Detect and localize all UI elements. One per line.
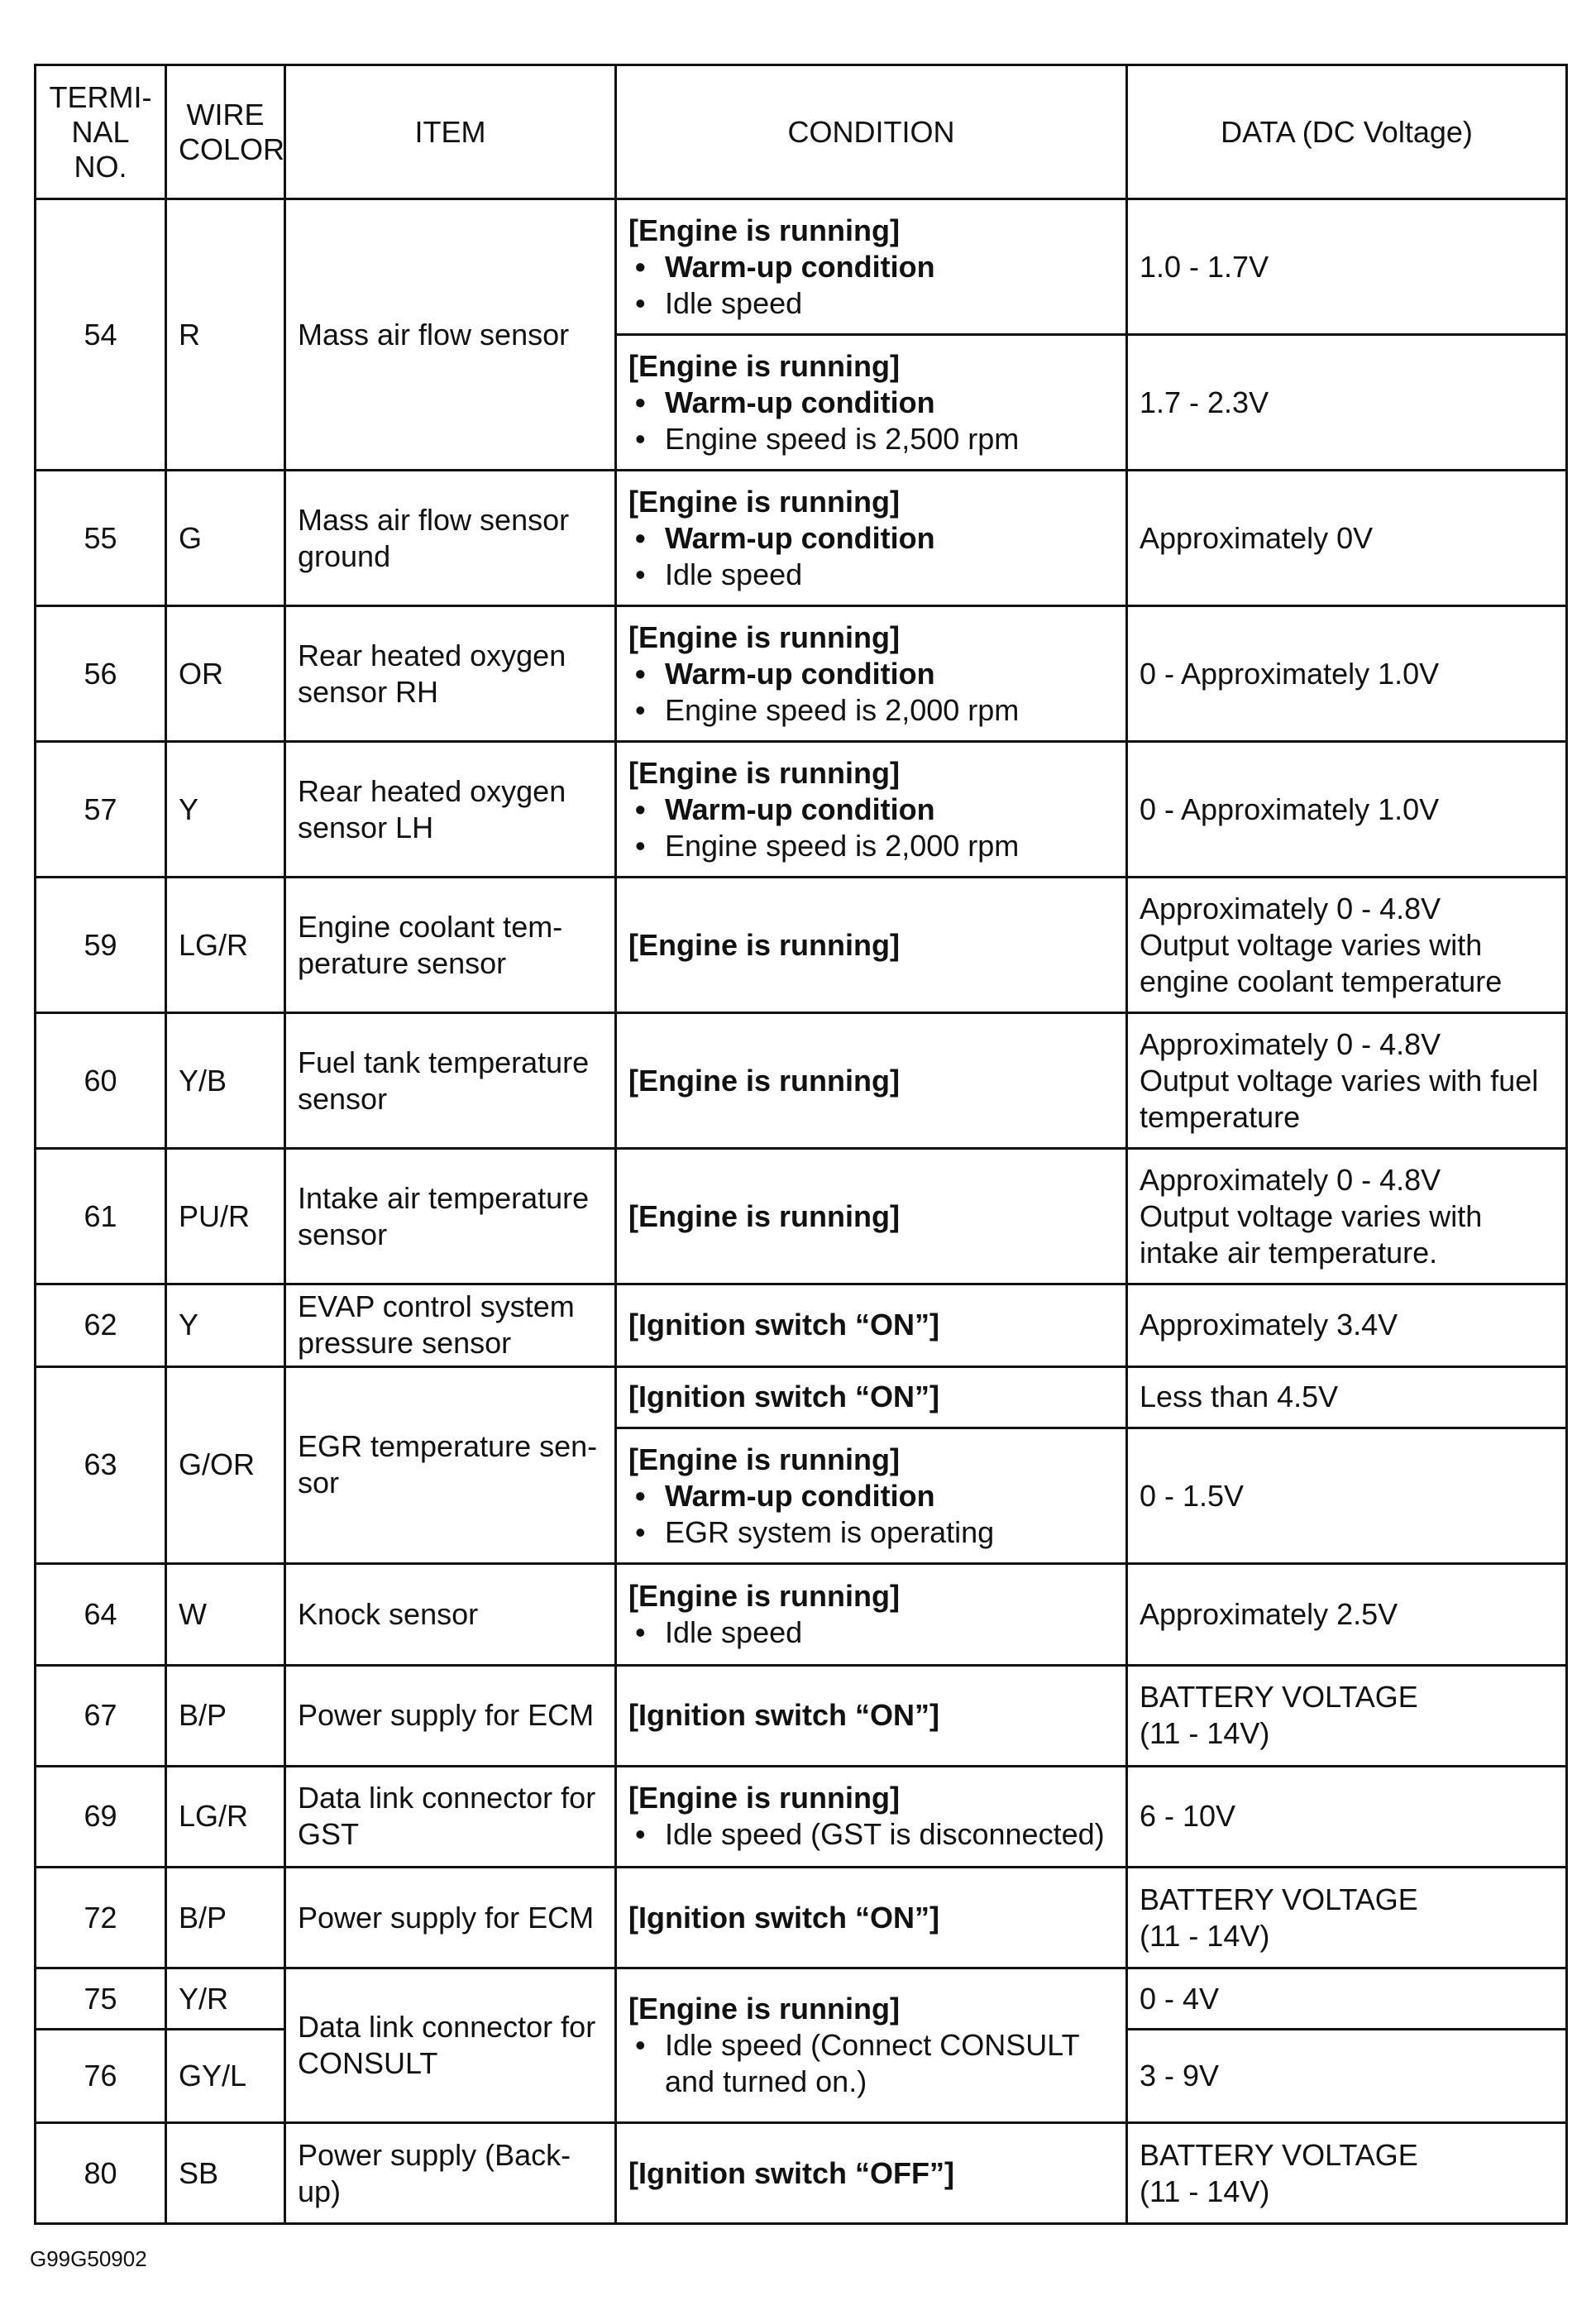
table-header-row: [36, 65, 1567, 199]
condition-bullet: • Warm-up condition: [628, 792, 1114, 828]
table-row: [36, 1968, 1567, 2030]
condition-cell: [616, 2123, 1127, 2224]
condition-head: [Ignition switch “ON”]: [628, 1380, 939, 1414]
condition-bullet: • Warm-up condition: [628, 656, 1114, 692]
table-row: [36, 1013, 1567, 1149]
header-wire-color: WIRE COLOR: [166, 65, 285, 199]
condition-cell: [616, 1564, 1127, 1666]
header-terminal-no: TERMI- NAL NO.: [36, 65, 166, 199]
terminal-no-cell: 54: [36, 199, 166, 471]
data-cell: Approximately 0V: [1127, 471, 1567, 606]
terminal-no-cell: 80: [36, 2123, 166, 2224]
condition-bullet: • Idle speed: [628, 285, 1114, 322]
condition-head: [Engine is running]: [628, 1198, 900, 1233]
wire-color-cell: G/OR: [166, 1366, 285, 1563]
condition-head: [Engine is running]: [628, 1781, 900, 1815]
item-cell: EGR temperature sen- sor: [285, 1366, 616, 1563]
condition-bullet: • EGR system is operating: [628, 1514, 1114, 1551]
table-row: [36, 606, 1567, 742]
condition-bullet: • Warm-up condition: [628, 520, 1114, 557]
wire-color-cell: Y/R: [166, 1968, 285, 2030]
table-row: [36, 1766, 1567, 1868]
terminal-no-cell: 72: [36, 1868, 166, 1968]
item-cell: Rear heated oxygen sensor LH: [285, 742, 616, 878]
item-cell: Mass air flow sensor ground: [285, 471, 616, 606]
data-cell: 0 - 1.5V: [1127, 1428, 1567, 1564]
figure-code: G99G50902: [30, 2246, 147, 2271]
item-cell: Data link connector for CONSULT: [285, 1968, 616, 2123]
table-row: [36, 199, 1567, 335]
data-cell: 0 - Approximately 1.0V: [1127, 742, 1567, 878]
item-cell: Rear heated oxygen sensor RH: [285, 606, 616, 742]
condition-bullet: • Warm-up condition: [628, 249, 1114, 285]
condition-bullet: • Engine speed is 2,500 rpm: [628, 421, 1114, 457]
condition-head: [Engine is running]: [628, 348, 900, 383]
condition-list: [628, 656, 1114, 729]
condition-cell: [616, 1428, 1127, 1564]
header-item: ITEM: [285, 65, 616, 199]
terminal-no-cell: 61: [36, 1149, 166, 1284]
data-cell: 1.0 - 1.7V: [1127, 199, 1567, 335]
condition-head: [Ignition switch “OFF”]: [628, 2155, 954, 2190]
condition-bullet: • Engine speed is 2,000 rpm: [628, 828, 1114, 864]
terminal-no-cell: 62: [36, 1284, 166, 1367]
data-cell: 0 - Approximately 1.0V: [1127, 606, 1567, 742]
condition-cell: [616, 199, 1127, 335]
condition-cell: [616, 742, 1127, 878]
table-row: [36, 1366, 1567, 1428]
data-cell: 6 - 10V: [1127, 1766, 1567, 1868]
data-cell: Approximately 0 - 4.8V Output voltage varies with intake air temperature.: [1127, 1149, 1567, 1284]
data-cell: Approximately 3.4V: [1127, 1284, 1567, 1367]
wire-color-cell: B/P: [166, 1665, 285, 1766]
wire-color-cell: Y: [166, 1284, 285, 1367]
data-cell: BATTERY VOLTAGE (11 - 14V): [1127, 1868, 1567, 1968]
item-cell: EVAP control system pressure sensor: [285, 1284, 616, 1367]
table-body: [36, 199, 1567, 2224]
data-cell: BATTERY VOLTAGE (11 - 14V): [1127, 2123, 1567, 2224]
condition-head: [Engine is running]: [628, 1578, 900, 1613]
condition-bullet: • Idle speed: [628, 557, 1114, 593]
condition-list: [628, 1478, 1114, 1551]
data-cell: 3 - 9V: [1127, 2030, 1567, 2123]
condition-head: [Engine is running]: [628, 484, 900, 519]
condition-cell: [616, 1284, 1127, 1367]
condition-cell: [616, 1149, 1127, 1284]
table-row: [36, 1284, 1567, 1367]
condition-cell: [616, 1366, 1127, 1428]
data-cell: Approximately 2.5V: [1127, 1564, 1567, 1666]
wire-color-cell: W: [166, 1564, 285, 1666]
table-row: [36, 878, 1567, 1013]
condition-cell: [616, 1868, 1127, 1968]
terminal-no-cell: 75: [36, 1968, 166, 2030]
condition-cell: [616, 1766, 1127, 1868]
condition-list: [628, 1614, 1114, 1651]
condition-list: [628, 1816, 1114, 1853]
terminal-no-cell: 60: [36, 1013, 166, 1149]
item-cell: Intake air temperature sensor: [285, 1149, 616, 1284]
terminal-no-cell: 64: [36, 1564, 166, 1666]
condition-head: [Engine is running]: [628, 1063, 900, 1098]
item-cell: Power supply (Back- up): [285, 2123, 616, 2224]
condition-head: [Engine is running]: [628, 619, 900, 654]
terminal-no-cell: 67: [36, 1665, 166, 1766]
item-cell: Fuel tank temperature sensor: [285, 1013, 616, 1149]
wire-color-cell: Y: [166, 742, 285, 878]
wire-color-cell: R: [166, 199, 285, 471]
wire-color-cell: SB: [166, 2123, 285, 2224]
condition-head: [Engine is running]: [628, 755, 900, 790]
condition-bullet: • Idle speed: [628, 1614, 1114, 1651]
condition-head: [Ignition switch “ON”]: [628, 1698, 939, 1733]
wire-color-cell: G: [166, 471, 285, 606]
table-row: [36, 742, 1567, 878]
condition-head: [Engine is running]: [628, 213, 900, 247]
data-cell: Approximately 0 - 4.8V Output voltage varies with fuel temperature: [1127, 1013, 1567, 1149]
condition-cell: [616, 606, 1127, 742]
condition-list: [628, 520, 1114, 593]
condition-head: [Engine is running]: [628, 927, 900, 962]
condition-list: [628, 2027, 1114, 2100]
data-cell: 0 - 4V: [1127, 1968, 1567, 2030]
condition-cell: [616, 1013, 1127, 1149]
item-cell: Power supply for ECM: [285, 1665, 616, 1766]
condition-bullet: • Idle speed (GST is disconnected): [628, 1816, 1114, 1853]
data-cell: 1.7 - 2.3V: [1127, 335, 1567, 471]
condition-list: [628, 249, 1114, 322]
item-cell: Engine coolant tem- perature sensor: [285, 878, 616, 1013]
condition-head: [Engine is running]: [628, 1992, 900, 2026]
condition-list: [628, 385, 1114, 457]
condition-head: [Engine is running]: [628, 1442, 900, 1476]
header-condition: CONDITION: [616, 65, 1127, 199]
terminal-no-cell: 55: [36, 471, 166, 606]
table-row: [36, 471, 1567, 606]
wire-color-cell: B/P: [166, 1868, 285, 1968]
item-cell: Mass air flow sensor: [285, 199, 616, 471]
terminal-no-cell: 63: [36, 1366, 166, 1563]
wire-color-cell: PU/R: [166, 1149, 285, 1284]
condition-cell: [616, 1665, 1127, 1766]
condition-bullet: • Warm-up condition: [628, 385, 1114, 421]
condition-bullet: • Idle speed (Connect CONSULT and turned on.): [628, 2027, 1114, 2100]
terminal-no-cell: 69: [36, 1766, 166, 1868]
item-cell: Data link connector for GST: [285, 1766, 616, 1868]
table-row: [36, 2123, 1567, 2224]
condition-bullet: • Warm-up condition: [628, 1478, 1114, 1514]
terminal-no-cell: 56: [36, 606, 166, 742]
data-cell: Less than 4.5V: [1127, 1366, 1567, 1428]
wire-color-cell: GY/L: [166, 2030, 285, 2123]
condition-head: [Ignition switch “ON”]: [628, 1900, 939, 1935]
condition-cell: [616, 1968, 1127, 2123]
table-row: [36, 1149, 1567, 1284]
item-cell: Power supply for ECM: [285, 1868, 616, 1968]
table-row: [36, 1665, 1567, 1766]
terminal-no-cell: 76: [36, 2030, 166, 2123]
terminal-spec-table: [34, 64, 1568, 2225]
wire-color-cell: LG/R: [166, 878, 285, 1013]
data-cell: Approximately 0 - 4.8V Output voltage varies with engine coolant temperature: [1127, 878, 1567, 1013]
table-row: [36, 1564, 1567, 1666]
condition-cell: [616, 471, 1127, 606]
condition-head: [Ignition switch “ON”]: [628, 1308, 939, 1342]
item-cell: Knock sensor: [285, 1564, 616, 1666]
condition-cell: [616, 878, 1127, 1013]
wire-color-cell: LG/R: [166, 1766, 285, 1868]
wire-color-cell: OR: [166, 606, 285, 742]
terminal-no-cell: 57: [36, 742, 166, 878]
condition-bullet: • Engine speed is 2,000 rpm: [628, 692, 1114, 729]
table-row: [36, 1868, 1567, 1968]
header-data: DATA (DC Voltage): [1127, 65, 1567, 199]
terminal-no-cell: 59: [36, 878, 166, 1013]
wire-color-cell: Y/B: [166, 1013, 285, 1149]
condition-cell: [616, 335, 1127, 471]
condition-list: [628, 792, 1114, 864]
data-cell: BATTERY VOLTAGE (11 - 14V): [1127, 1665, 1567, 1766]
